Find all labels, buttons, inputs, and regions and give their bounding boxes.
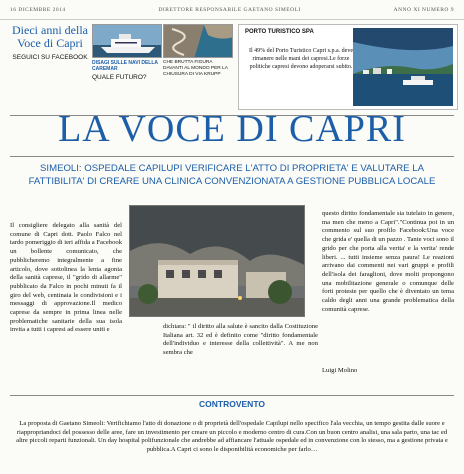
port-photo [353,28,453,106]
hospital-photo [129,205,305,317]
port-teaser[interactable] [238,24,458,110]
port-text: Il 49% del Porto Turistico Capri s.p.a. deve rimanere nelle mani dei capresi.Le forze politiche capresi devono adoperarsi subito. [249,48,353,70]
controvento-top-rule [10,395,454,396]
article-right-column: questo diritto fondamentale sia tutelato in genere, ma men che meno a Capri"."Continua poi in un commento sul suo profilo Facebook:Una voce che grida e' quella di un pazzo . Tante voci sono il grido per che porta alla verita' e la verita' rende liberi. ... tutti insieme senza paura! Le reazioni arrivano dai commenti nei vari gruppi e profili dell'isola dei faraglioni, dove molti propongono una mobilitazione generale o comunque delle forti proteste per quello che è diventato un tema caldo degli anni una grande problematica della comunità caprese. [322,210,454,313]
main-headline[interactable]: SIMEOLI: OSPEDALE CAPILUPI VERIFICARE L'ATTO DI PROPRIETA' E VALUTARE LA FATTIBILITA' DI CREARE UNA CLINICA CONVENZIONATA A GESTIONE PUBBLICA LOCALE [28,163,436,187]
krupp-description: CHE BRUTTA FIGURA DAVANTI AL MONDO PER LA CHIUSURA DI VIA KRUPP [163,60,228,77]
facebook-link[interactable]: SEGUICI SU FACEBOOK [12,54,88,61]
ships-question: QUALE FUTURO? [92,74,147,81]
krupp-teaser[interactable] [163,24,233,78]
anniversary-teaser[interactable] [10,24,90,114]
top-bar [0,0,464,20]
port-title: PORTO TURISTICO SPA [245,29,314,35]
ships-caption: DISAGI SULLE NAVI DELLA CAREMAR [92,60,158,72]
anniversary-title: Dieci anni della Voce di Capri [12,23,88,50]
masthead-bottom-rule [10,156,454,157]
issue-number: ANNO XI NUMERO 9 [393,6,454,13]
krupp-thumbnail [163,24,233,58]
masthead-title: LA VOCE DI CAPRI [58,108,406,150]
ship-thumbnail [92,24,162,58]
controvento-title: CONTROVENTO [199,399,265,409]
article-middle-column: dichiara: " il diritto alla salute è sancito dalla Costituzione Italiana art. 32 ed è definito come "diritto fondamentale dell'individuo e interesse della collettività". A me non sembra che [163,323,318,357]
director-line: DIRETTORE RESPONSABILE GAETANO SIMEOLI [158,6,301,13]
article-signature: Luigi Molino [322,367,358,374]
ships-teaser[interactable] [92,24,162,81]
controvento-text: La proposta di Gaetano Simeoli: Verifichiamo l'atto di donazione o di proprietà dell'ospedale Capilupi nello specifico l'ala vecchia, un tempo gestita dalle suore e riappropriandoci del possesso delle aree, fare un investimento per creare un piccolo e moderno centro di cura.Con un buon centro analisi, una sala parto, una tac ed altre piccoli reparti funzionali. Un day hospital polifunzionale che andrebbe ad affiancare l'attuale ospedale ed in convenzione con lo stesso, ma a gestione privata e pubblica.A Capri ci sono le disponibilità economiche per farlo… [16,420,448,453]
issue-date: 16 DICEMBRE 2014 [10,6,66,13]
article-left-column: Il consigliere delegato alla sanità del comune di Capri dott. Paolo Falco nel tardo pomeriggio di ieri affida a Facebook un bollente comunicato, che pubblicheremo integralmente a fine articolo, dove sottolinea la lenta agonia della sanità caprese, il "grido di allarme" pubblicato da Falco in pochi minuti fa il giro del web, centinaia le condivisioni e i messaggi di approvazione.Il medico caprese da sempre in prima linea nelle problematiche sanitarie della sua isola invita a tutti i capresi ad essere uniti e [10,222,122,334]
